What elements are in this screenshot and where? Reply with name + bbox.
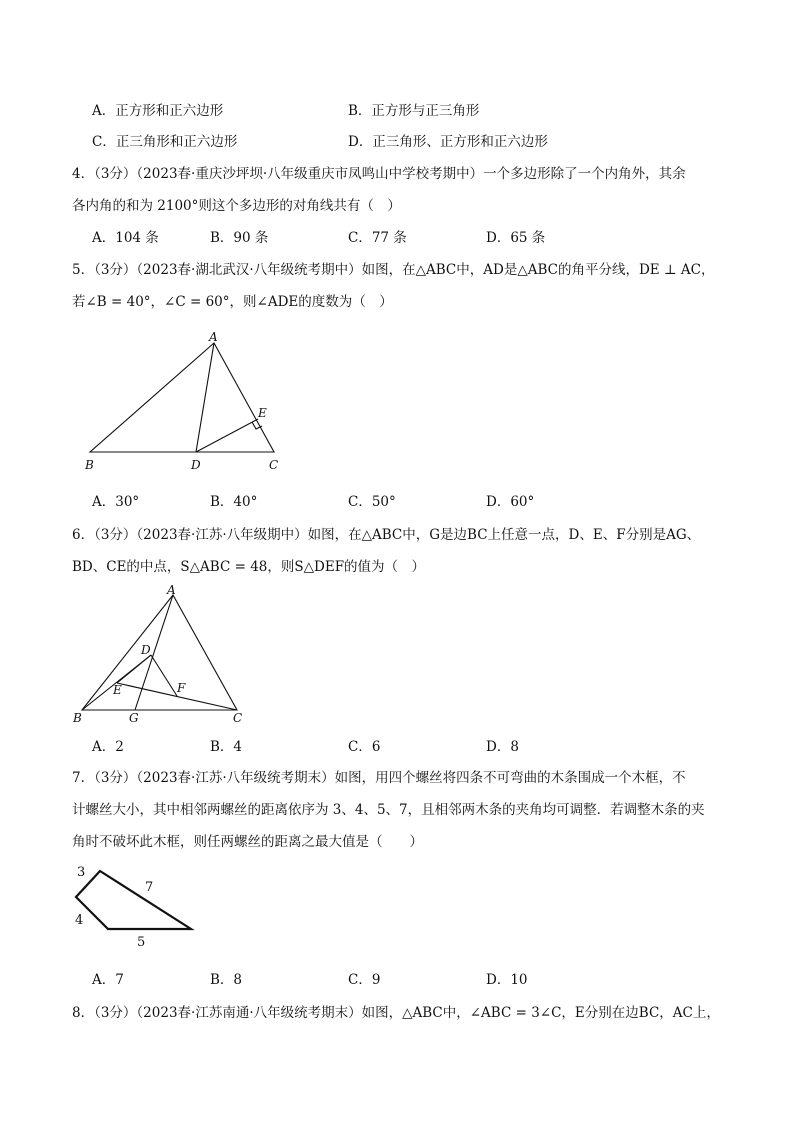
q4-option-d: D．65 条: [486, 230, 546, 246]
q6-option-d: D．8: [486, 739, 519, 755]
q5-triangle-abc: [90, 343, 274, 452]
q5-label-a: A: [209, 330, 218, 344]
q5-option-b: B．40°: [210, 494, 258, 510]
q5-label-c: C: [269, 458, 279, 472]
q6-label-d: D: [141, 643, 151, 657]
q3-option-d: D．正三角形、正方形和正六边形: [348, 134, 548, 150]
q5-label-d: D: [191, 458, 201, 472]
q6-option-c: C．6: [348, 739, 381, 755]
q7-text-line2: 计螺丝大小，其中相邻两螺丝的距离依序为 3、4、5、7，且相邻两木条的夹角均可调整．若调整木条的夹: [72, 802, 705, 818]
q6-option-a: A．2: [92, 739, 124, 755]
q5-option-d: D．60°: [486, 494, 535, 510]
q3-option-c: C．正三角形和正六边形: [92, 134, 238, 150]
q8-text-line1: 8．（3分）（2023春·江苏南通·八年级统考期末）如图，△ABC中，∠ABC = 3∠C，E分别在边BC，AC上，: [72, 1005, 720, 1021]
q6-label-a: A: [167, 583, 176, 597]
q5-segment-ad: [196, 343, 214, 452]
q5-label-e: E: [258, 406, 267, 420]
q4-text-line2: 各内角的和为 2100°则这个多边形的对角线共有（ ）: [72, 198, 401, 214]
q6-label-c: C: [233, 711, 243, 725]
q6-option-b: B．4: [210, 739, 243, 755]
q7-label-side-3: 3: [77, 865, 86, 880]
q5-option-c: C．50°: [348, 494, 396, 510]
q7-quadrilateral-figure: [68, 860, 203, 952]
q6-text-line1: 6．（3分）（2023春·江苏·八年级期中）如图，在△ABC中，G是边BC上任意一点，D、E、F分别是AG、: [72, 527, 701, 543]
q4-option-a: A．104 条: [92, 230, 159, 246]
q5-option-a: A．30°: [92, 494, 140, 510]
q6-triangle-figure: [65, 583, 255, 728]
q7-label-side-5: 5: [137, 935, 146, 950]
q3-option-a: A．正方形和正六边形: [92, 103, 224, 119]
q3-option-b: B．正方形与正三角形: [348, 103, 480, 119]
q6-segment-df: [151, 655, 177, 696]
q5-label-b: B: [85, 458, 94, 472]
q7-text-line1: 7．（3分）（2023春·江苏·八年级统考期末）如图，用四个螺丝将四条不可弯曲的木条围成一个木框，不: [72, 770, 686, 786]
q4-option-b: B．90 条: [210, 230, 269, 246]
q6-label-g: G: [129, 711, 139, 725]
q4-text-line1: 4．（3分）（2023春·重庆沙坪坝·八年级重庆市凤鸣山中学校考期中）一个多边形除了一个内角外，其余: [72, 166, 686, 182]
q4-option-c: C．77 条: [348, 230, 407, 246]
q7-option-a: A．7: [92, 972, 124, 988]
q7-wooden-frame: [76, 871, 191, 929]
q7-label-side-4: 4: [75, 913, 84, 928]
q5-text-line1: 5．（3分）（2023春·湖北武汉·八年级统考期中）如图，在△ABC中，AD是△ABC的角平分线，DE ⊥ AC，: [72, 262, 715, 278]
q6-label-b: B: [73, 711, 82, 725]
q5-triangle-figure: [80, 330, 290, 475]
q7-option-c: C．9: [348, 972, 381, 988]
q6-label-f: F: [177, 681, 186, 695]
q6-text-line2: BD、CE的中点，S△ABC = 48，则S△DEF的值为（ ）: [72, 559, 426, 575]
q7-option-d: D．10: [486, 972, 528, 988]
q7-text-line3: 角时不破坏此木框，则任两螺丝的距离之最大值是（ ）: [72, 834, 423, 850]
q7-option-b: B．8: [210, 972, 243, 988]
q5-segment-de: [196, 419, 258, 452]
q6-label-e: E: [113, 683, 122, 697]
q5-text-line2: 若∠B = 40°，∠C = 60°，则∠ADE的度数为（ ）: [72, 294, 393, 310]
q7-label-side-7: 7: [145, 880, 154, 895]
